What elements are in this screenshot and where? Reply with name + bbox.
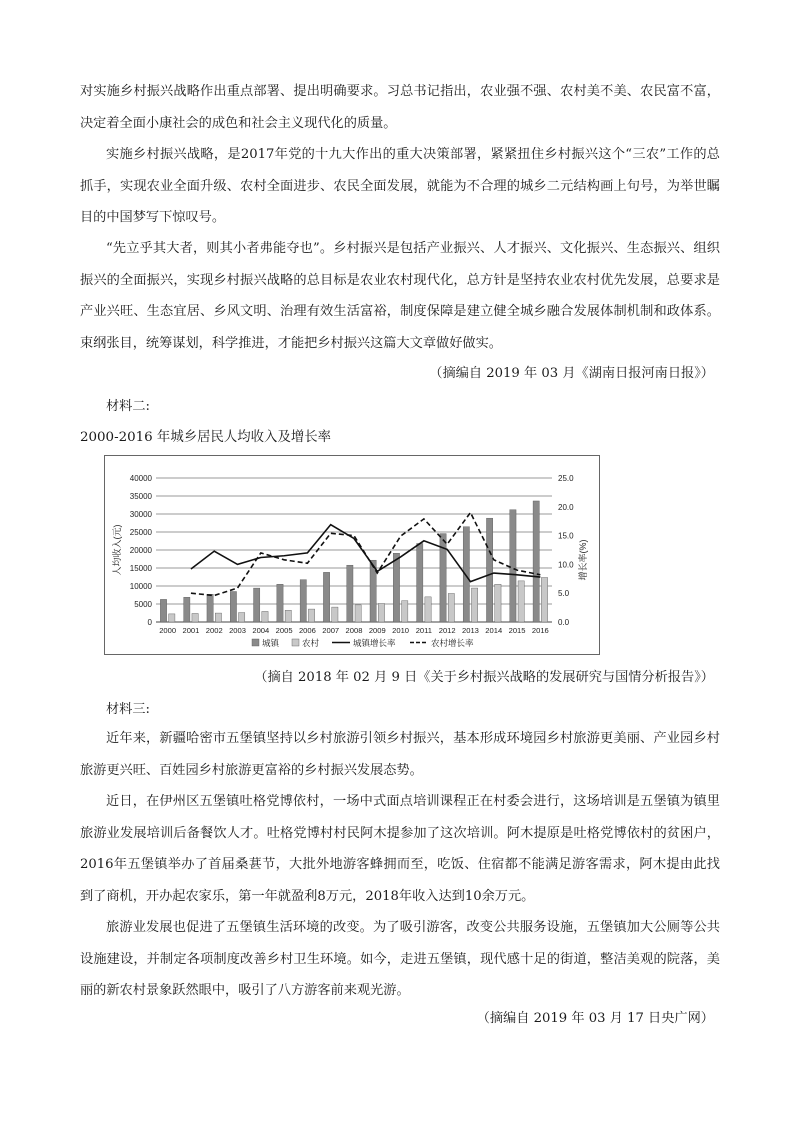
x-tick-label: 2007: [322, 626, 340, 635]
bar-urban: [254, 588, 260, 622]
bar-rural: [541, 578, 547, 622]
bar-rural: [332, 607, 338, 622]
y-tick-label: 10000: [129, 582, 152, 591]
legend-swatch: [252, 639, 259, 646]
x-tick-label: 2005: [275, 626, 293, 635]
y2-tick-label: 20.0: [558, 502, 574, 512]
y-tick-label: 35000: [129, 492, 152, 501]
y-tick-label: 40000: [129, 474, 152, 483]
y-tick-label: 20000: [129, 546, 152, 555]
bar-rural: [308, 609, 314, 622]
bar-rural: [239, 613, 245, 622]
x-tick-label: 2012: [438, 626, 456, 635]
material3-paragraph-2: 近日，在伊州区五堡镇吐格党博依村，一场中式面点培训课程正在村委会进行，这场培训是五堡镇为镇里旅游业发展培训后备餐饮人才。吐格党博村村民阿木提参加了这次培训。阿木提原是吐格党博依村的贫困户，2016年五堡镇举办了首届桑葚节，大批外地游客蜂拥而至，吃饭、住宿都不能满足游客需求，阿木提由此找到了商机，开办起农家乐，第一年就盈利8万元，2018年收入达到10余万元。: [80, 794, 720, 904]
bar-urban: [393, 553, 399, 622]
x-tick-label: 2015: [508, 626, 526, 635]
bar-urban: [533, 501, 539, 622]
x-tick-label: 2003: [229, 626, 246, 635]
bar-rural: [471, 588, 477, 622]
y-tick-label: 15000: [129, 564, 152, 573]
material2-label: 材料二:: [106, 399, 151, 414]
x-tick-label: 2014: [485, 626, 503, 635]
x-tick-label: 2000: [159, 626, 177, 635]
x-tick-label: 2001: [182, 626, 200, 635]
material2-source: （摘自 2018 年 02 月 9 日《关于乡村振兴战略的发展研究与国情分析报告》）: [254, 670, 714, 685]
y-tick-label: 0: [147, 618, 152, 627]
y-tick-label: 25000: [129, 528, 152, 537]
bar-urban: [347, 565, 353, 622]
material3-source: （摘编自 2019 年 03 月 17 日央广网）: [476, 1011, 714, 1026]
bar-urban: [323, 572, 329, 622]
material3-paragraph-3: 旅游业发展也促进了五堡镇生活环境的改变。为了吸引游客，改变公共服务设施，五堡镇加大公厕等公共设施建设，并制定各项制度改善乡村卫生环境。如今，走进五堡镇，现代感十足的街道，整洁美观的院落，美丽的新农村景象跃然眼中，吸引了八方游客前来观光游。: [80, 920, 720, 998]
bar-urban: [510, 510, 516, 622]
y-tick-label: 30000: [129, 510, 152, 519]
legend-label: 城镇增长率: [353, 638, 396, 648]
chart-frame: [105, 456, 600, 655]
x-tick-label: 2004: [252, 626, 270, 635]
x-tick-label: 2016: [531, 626, 549, 635]
bar-urban: [160, 599, 166, 622]
material1-source: （摘编自 2019 年 03 月《湖南日报河南日报》）: [429, 366, 714, 381]
bar-rural: [285, 610, 291, 622]
bar-rural: [402, 601, 408, 622]
y-tick-label: 5000: [134, 600, 152, 609]
chart-title: 2000-2016 年城乡居民人均收入及增长率: [80, 430, 332, 445]
bar-rural: [215, 613, 221, 622]
y2-tick-label: 5.0: [558, 589, 570, 599]
legend-label: 农村增长率: [431, 638, 474, 648]
x-tick-label: 2011: [415, 626, 433, 635]
bar-rural: [448, 593, 454, 622]
bar-urban: [207, 594, 213, 622]
x-tick-label: 2013: [462, 626, 479, 635]
legend-label: 城镇: [262, 638, 280, 648]
bar-urban: [463, 527, 469, 622]
bar-rural: [262, 611, 268, 622]
bar-rural: [378, 603, 384, 622]
bar-urban: [486, 518, 492, 622]
income-chart: [104, 455, 600, 655]
bar-rural: [495, 584, 501, 622]
bar-rural: [355, 605, 361, 622]
bar-urban: [417, 543, 423, 622]
bar-urban: [277, 584, 283, 622]
material1-paragraph-1: 对实施乡村振兴战略作出重点部署、提出明确要求。习总书记指出，农业强不强、农村美不美、农民富不富，决定着全面小康社会的成色和社会主义现代化的质量。: [80, 84, 720, 131]
bar-rural: [518, 581, 524, 622]
bar-rural: [425, 597, 431, 622]
y-axis-label: 人均收入(元): [112, 524, 122, 576]
x-tick-label: 2009: [368, 626, 386, 635]
bar-rural: [192, 613, 198, 622]
x-tick-label: 2008: [345, 626, 363, 635]
x-tick-label: 2002: [205, 626, 223, 635]
bar-urban: [230, 592, 236, 622]
material3-label: 材料三:: [106, 702, 151, 717]
bar-urban: [184, 597, 190, 622]
legend-label: 农村: [302, 638, 320, 648]
bar-urban: [300, 580, 306, 622]
y2-tick-label: 10.0: [558, 560, 574, 570]
material3-paragraph-1: 近年来，新疆哈密市五堡镇坚持以乡村旅游引领乡村振兴，基本形成环境园乡村旅游更美丽、产业园乡村旅游更兴旺、百姓园乡村旅游更富裕的乡村振兴发展态势。: [80, 731, 720, 778]
bar-rural: [169, 614, 175, 622]
material1-paragraph-3: “先立乎其大者，则其小者弗能夺也”。乡村振兴是包括产业振兴、人才振兴、文化振兴、生态振兴、组织振兴的全面振兴，实现乡村振兴战略的总目标是农业农村现代化，总方针是坚持农业农村优先发展，总要求是产业兴旺、生态宜居、乡风文明、治理有效生活富裕，制度保障是建立健全城乡融合发展体制机制和政体系。束纲张目，统筹谋划，科学推进，才能把乡村振兴这篇大文章做好做实。: [80, 241, 720, 351]
legend-swatch: [292, 639, 299, 646]
y2-tick-label: 25.0: [558, 474, 574, 483]
y2-tick-label: 0.0: [558, 618, 570, 627]
x-tick-label: 2006: [298, 626, 316, 635]
y2-axis-label: 增长率(%): [578, 539, 588, 581]
y2-tick-label: 15.0: [558, 531, 574, 541]
x-tick-label: 2010: [392, 626, 410, 635]
material1-paragraph-2: 实施乡村振兴战略，是2017年党的十九大作出的重大决策部署，紧紧扭住乡村振兴这个“三农”工作的总抓手，实现农业全面升级、农村全面进步、农民全面发展，就能为不合理的城乡二元结构画上句号，为举世瞩目的中国梦写下惊叹号。: [80, 147, 720, 225]
